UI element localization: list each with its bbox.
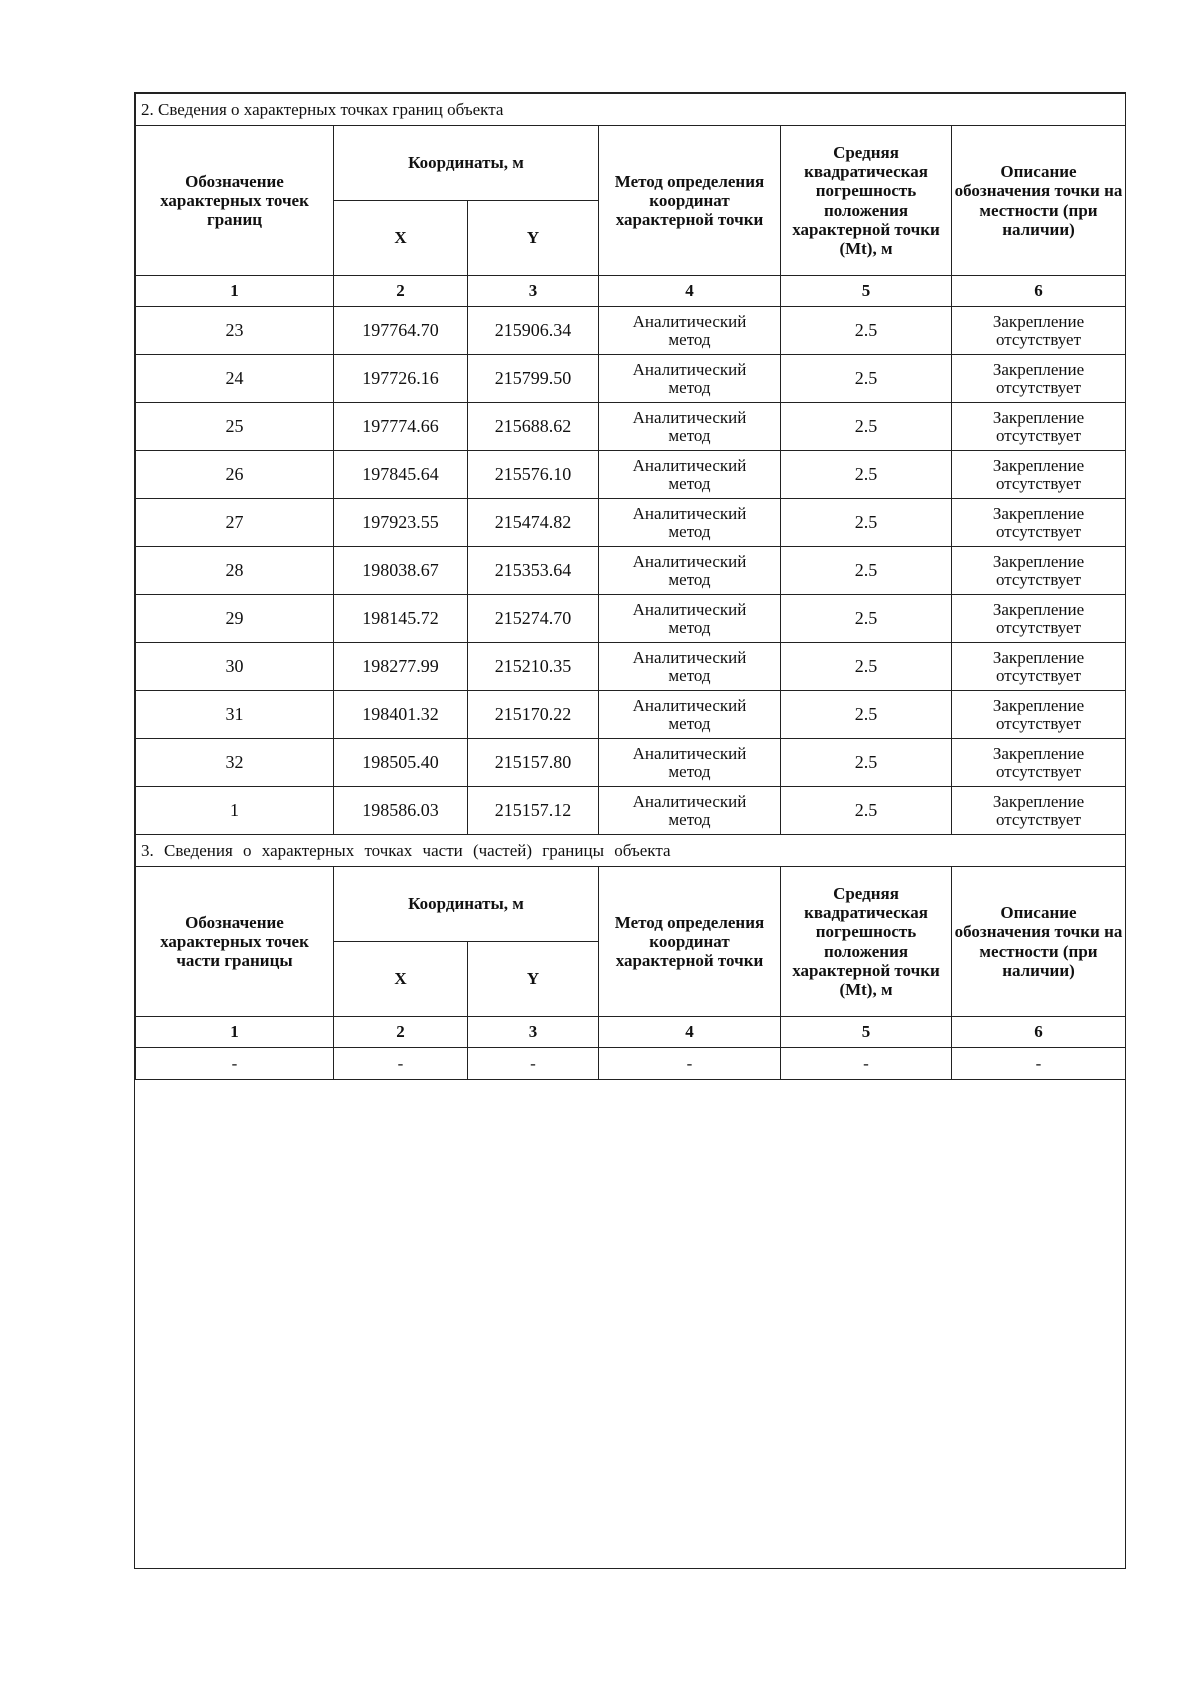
description-cell-line: Закрепление	[992, 311, 1085, 331]
error-cell: 2.5	[781, 403, 952, 451]
method-cell	[599, 355, 781, 403]
method-cell-line: метод	[668, 425, 711, 445]
method-cell-line: метод	[668, 761, 711, 781]
description-cell-line: отсутствует	[995, 713, 1082, 733]
table-row	[136, 787, 1126, 835]
point-cell: 32	[136, 739, 334, 787]
x-cell: 198145.72	[334, 595, 468, 643]
header-coords: Координаты, м	[334, 867, 599, 942]
description-cell-line: отсутствует	[995, 761, 1082, 781]
method-cell-line: метод	[668, 377, 711, 397]
error-cell: 2.5	[781, 307, 952, 355]
table-row	[136, 643, 1126, 691]
description-cell-line: отсутствует	[995, 377, 1082, 397]
empty-cell: -	[781, 1048, 952, 1080]
header-method: Метод определения координат характерной точки	[599, 126, 781, 276]
x-cell: 197726.16	[334, 355, 468, 403]
method-cell-line: метод	[668, 665, 711, 685]
error-cell: 2.5	[781, 787, 952, 835]
point-cell: 30	[136, 643, 334, 691]
header-y: Y	[468, 201, 599, 276]
table-row	[136, 595, 1126, 643]
column-number: 5	[781, 276, 952, 307]
method-cell-line: метод	[668, 713, 711, 733]
method-cell-line: Аналитический	[632, 647, 747, 667]
method-cell-line: метод	[668, 569, 711, 589]
description-cell-line: Закрепление	[992, 647, 1085, 667]
table-row	[136, 307, 1126, 355]
description-cell-line: Закрепление	[992, 407, 1085, 427]
error-cell: 2.5	[781, 739, 952, 787]
x-cell: 198586.03	[334, 787, 468, 835]
description-cell-line: Закрепление	[992, 551, 1085, 571]
method-cell-line: метод	[668, 617, 711, 637]
method-cell-line: Аналитический	[632, 791, 747, 811]
method-cell	[599, 499, 781, 547]
header-method: Метод определения координат характерной точки	[599, 867, 781, 1017]
description-cell	[952, 307, 1126, 355]
point-cell: 26	[136, 451, 334, 499]
method-cell-line: Аналитический	[632, 407, 747, 427]
description-cell	[952, 691, 1126, 739]
header-y: Y	[468, 942, 599, 1017]
description-cell-line: отсутствует	[995, 665, 1082, 685]
point-cell: 24	[136, 355, 334, 403]
header-designation: Обозначение характерных точек части границы	[136, 867, 334, 1017]
column-number: 6	[952, 1017, 1126, 1048]
method-cell-line: метод	[668, 473, 711, 493]
method-cell	[599, 595, 781, 643]
table-row-empty	[136, 1048, 1126, 1080]
description-cell-line: Закрепление	[992, 695, 1085, 715]
error-cell: 2.5	[781, 595, 952, 643]
x-cell: 197774.66	[334, 403, 468, 451]
column-number: 3	[468, 276, 599, 307]
error-cell: 2.5	[781, 547, 952, 595]
header-x: X	[334, 942, 468, 1017]
error-cell: 2.5	[781, 691, 952, 739]
header-designation: Обозначение характерных точек границ	[136, 126, 334, 276]
method-cell-line: Аналитический	[632, 359, 747, 379]
x-cell: 198038.67	[334, 547, 468, 595]
description-cell	[952, 787, 1126, 835]
description-cell-line: Закрепление	[992, 503, 1085, 523]
table-row	[136, 355, 1126, 403]
column-number: 6	[952, 276, 1126, 307]
empty-cell: -	[136, 1048, 334, 1080]
description-cell-line: отсутствует	[995, 617, 1082, 637]
method-cell-line: метод	[668, 809, 711, 829]
description-cell	[952, 739, 1126, 787]
method-cell	[599, 307, 781, 355]
empty-cell: -	[599, 1048, 781, 1080]
description-cell-line: отсутствует	[995, 329, 1082, 349]
y-cell: 215210.35	[468, 643, 599, 691]
points-table	[135, 93, 1126, 1080]
column-number: 2	[334, 1017, 468, 1048]
method-cell-line: Аналитический	[632, 599, 747, 619]
description-cell-line: Закрепление	[992, 791, 1085, 811]
section3-title: 3. Сведения о характерных точках части (частей) границы объекта	[136, 835, 1126, 867]
x-cell: 198401.32	[334, 691, 468, 739]
table-row	[136, 691, 1126, 739]
error-cell: 2.5	[781, 499, 952, 547]
method-cell	[599, 403, 781, 451]
y-cell: 215170.22	[468, 691, 599, 739]
error-cell: 2.5	[781, 451, 952, 499]
description-cell	[952, 403, 1126, 451]
description-cell	[952, 499, 1126, 547]
point-cell: 28	[136, 547, 334, 595]
table-row	[136, 451, 1126, 499]
y-cell: 215157.80	[468, 739, 599, 787]
point-cell: 27	[136, 499, 334, 547]
description-cell-line: Закрепление	[992, 599, 1085, 619]
method-cell-line: Аналитический	[632, 551, 747, 571]
empty-cell: -	[468, 1048, 599, 1080]
description-cell	[952, 355, 1126, 403]
header-description: Описание обозначения точки на местности (при наличии)	[952, 867, 1126, 1017]
y-cell: 215157.12	[468, 787, 599, 835]
method-cell-line: метод	[668, 329, 711, 349]
error-cell: 2.5	[781, 643, 952, 691]
method-cell	[599, 691, 781, 739]
description-cell-line: Закрепление	[992, 743, 1085, 763]
description-cell-line: отсутствует	[995, 809, 1082, 829]
table-row	[136, 403, 1126, 451]
document-frame	[134, 92, 1126, 1569]
column-number: 1	[136, 276, 334, 307]
description-cell	[952, 547, 1126, 595]
table-row	[136, 499, 1126, 547]
x-cell: 197923.55	[334, 499, 468, 547]
x-cell: 198505.40	[334, 739, 468, 787]
table-row	[136, 547, 1126, 595]
empty-cell: -	[334, 1048, 468, 1080]
header-coords: Координаты, м	[334, 126, 599, 201]
column-number: 3	[468, 1017, 599, 1048]
point-cell: 1	[136, 787, 334, 835]
method-cell	[599, 739, 781, 787]
y-cell: 215688.62	[468, 403, 599, 451]
column-number: 2	[334, 276, 468, 307]
empty-cell: -	[952, 1048, 1126, 1080]
y-cell: 215474.82	[468, 499, 599, 547]
description-cell-line: отсутствует	[995, 569, 1082, 589]
method-cell	[599, 643, 781, 691]
header-error: Средняя квадратическая погрешность положения характерной точки (Mt), м	[781, 867, 952, 1017]
method-cell-line: Аналитический	[632, 743, 747, 763]
description-cell-line: Закрепление	[992, 359, 1085, 379]
y-cell: 215906.34	[468, 307, 599, 355]
method-cell	[599, 547, 781, 595]
description-cell-line: отсутствует	[995, 521, 1082, 541]
y-cell: 215576.10	[468, 451, 599, 499]
y-cell: 215799.50	[468, 355, 599, 403]
method-cell	[599, 787, 781, 835]
method-cell-line: Аналитический	[632, 455, 747, 475]
description-cell	[952, 451, 1126, 499]
column-numbers	[136, 276, 1126, 307]
column-number: 1	[136, 1017, 334, 1048]
method-cell-line: метод	[668, 521, 711, 541]
description-cell	[952, 643, 1126, 691]
header-error: Средняя квадратическая погрешность положения характерной точки (Mt), м	[781, 126, 952, 276]
y-cell: 215274.70	[468, 595, 599, 643]
method-cell	[599, 451, 781, 499]
method-cell-line: Аналитический	[632, 695, 747, 715]
table-row	[136, 739, 1126, 787]
method-cell-line: Аналитический	[632, 503, 747, 523]
column-number: 5	[781, 1017, 952, 1048]
x-cell: 198277.99	[334, 643, 468, 691]
error-cell: 2.5	[781, 355, 952, 403]
header-description: Описание обозначения точки на местности (при наличии)	[952, 126, 1126, 276]
point-cell: 23	[136, 307, 334, 355]
section2-title: 2. Сведения о характерных точках границ объекта	[136, 94, 1126, 126]
y-cell: 215353.64	[468, 547, 599, 595]
description-cell-line: отсутствует	[995, 425, 1082, 445]
column-number: 4	[599, 276, 781, 307]
column-number: 4	[599, 1017, 781, 1048]
description-cell-line: Закрепление	[992, 455, 1085, 475]
header-x: X	[334, 201, 468, 276]
column-numbers	[136, 1017, 1126, 1048]
point-cell: 25	[136, 403, 334, 451]
description-cell-line: отсутствует	[995, 473, 1082, 493]
point-cell: 29	[136, 595, 334, 643]
description-cell	[952, 595, 1126, 643]
method-cell-line: Аналитический	[632, 311, 747, 331]
point-cell: 31	[136, 691, 334, 739]
x-cell: 197845.64	[334, 451, 468, 499]
x-cell: 197764.70	[334, 307, 468, 355]
